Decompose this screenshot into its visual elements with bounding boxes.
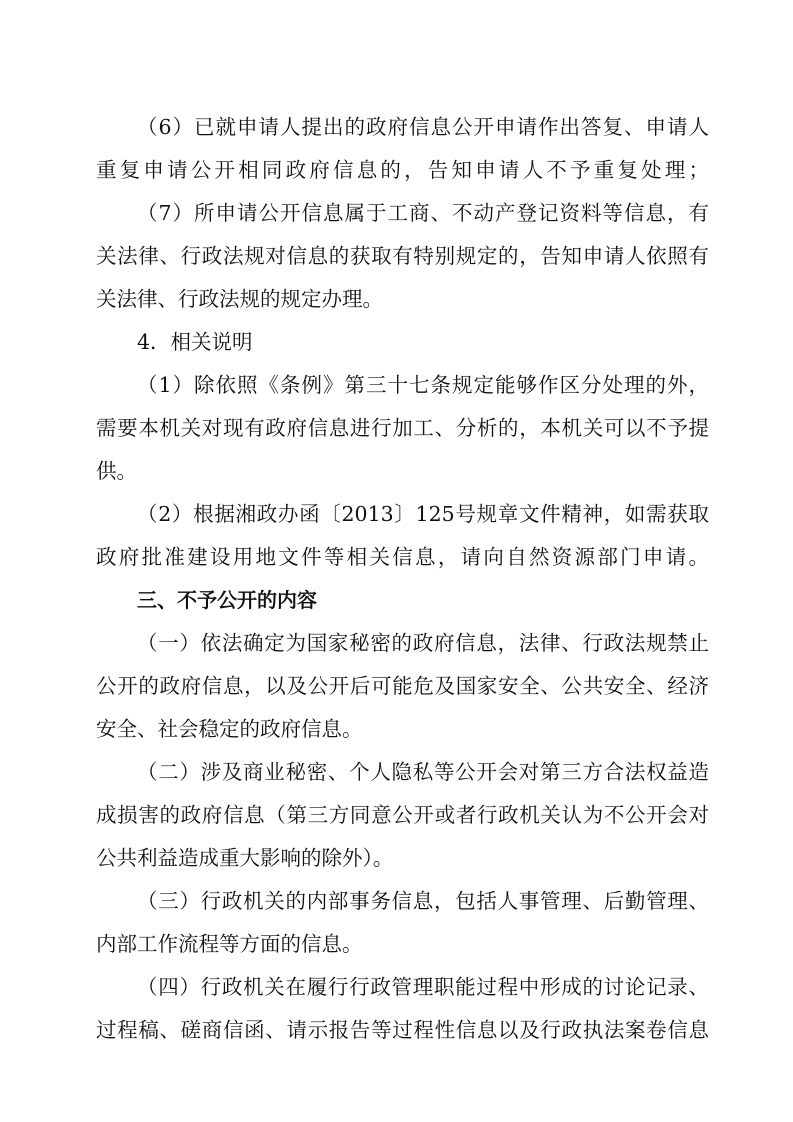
paragraph-line: 关法律、行政法规的规定办理。 [96,287,383,311]
paragraph-line: （二）涉及商业秘密、个人隐私等公开会对第三方合法权益造 [137,760,709,784]
paragraph-line: 安全、社会稳定的政府信息。 [96,717,363,741]
section-heading: 三、不予公开的内容 [137,588,317,612]
section-subheading: 4．相关说明 [137,330,253,354]
paragraph-line: 关法律、行政法规对信息的获取有特别规定的，告知申请人依照有 [96,244,709,268]
paragraph-line: 过程稿、磋商信函、请示报告等过程性信息以及行政执法案卷信息 [96,1018,709,1042]
paragraph-line: 公开的政府信息，以及公开后可能危及国家安全、公共安全、经济 [96,674,709,698]
paragraph-line: （2）根据湘政办函〔2013〕125号规章文件精神，如需获取 [137,502,709,526]
paragraph-line: 政府批准建设用地文件等相关信息，请向自然资源部门申请。 [96,545,709,569]
paragraph-line: 需要本机关对现有政府信息进行加工、分析的，本机关可以不予提 [96,416,709,440]
paragraph-line: （1）除依照《条例》第三十七条规定能够作区分处理的外， [137,373,709,397]
paragraph-line: 公共利益造成重大影响的除外）。 [96,846,394,870]
paragraph-line: （四）行政机关在履行行政管理职能过程中形成的讨论记录、 [137,975,709,999]
paragraph-line: 成损害的政府信息（第三方同意公开或者行政机关认为不公开会对 [96,803,709,827]
paragraph-line: （三）行政机关的内部事务信息，包括人事管理、后勤管理、 [137,889,709,913]
paragraph-line: （一）依法确定为国家秘密的政府信息，法律、行政法规禁止 [137,631,709,655]
paragraph-line: （7）所申请公开信息属于工商、不动产登记资料等信息，有 [137,201,709,225]
paragraph-line: 供。 [96,459,137,483]
paragraph-line: 内部工作流程等方面的信息。 [96,932,363,956]
paragraph-line: 重复申请公开相同政府信息的，告知申请人不予重复处理； [96,158,709,182]
paragraph-line: （6）已就申请人提出的政府信息公开申请作出答复、申请人 [137,115,709,139]
